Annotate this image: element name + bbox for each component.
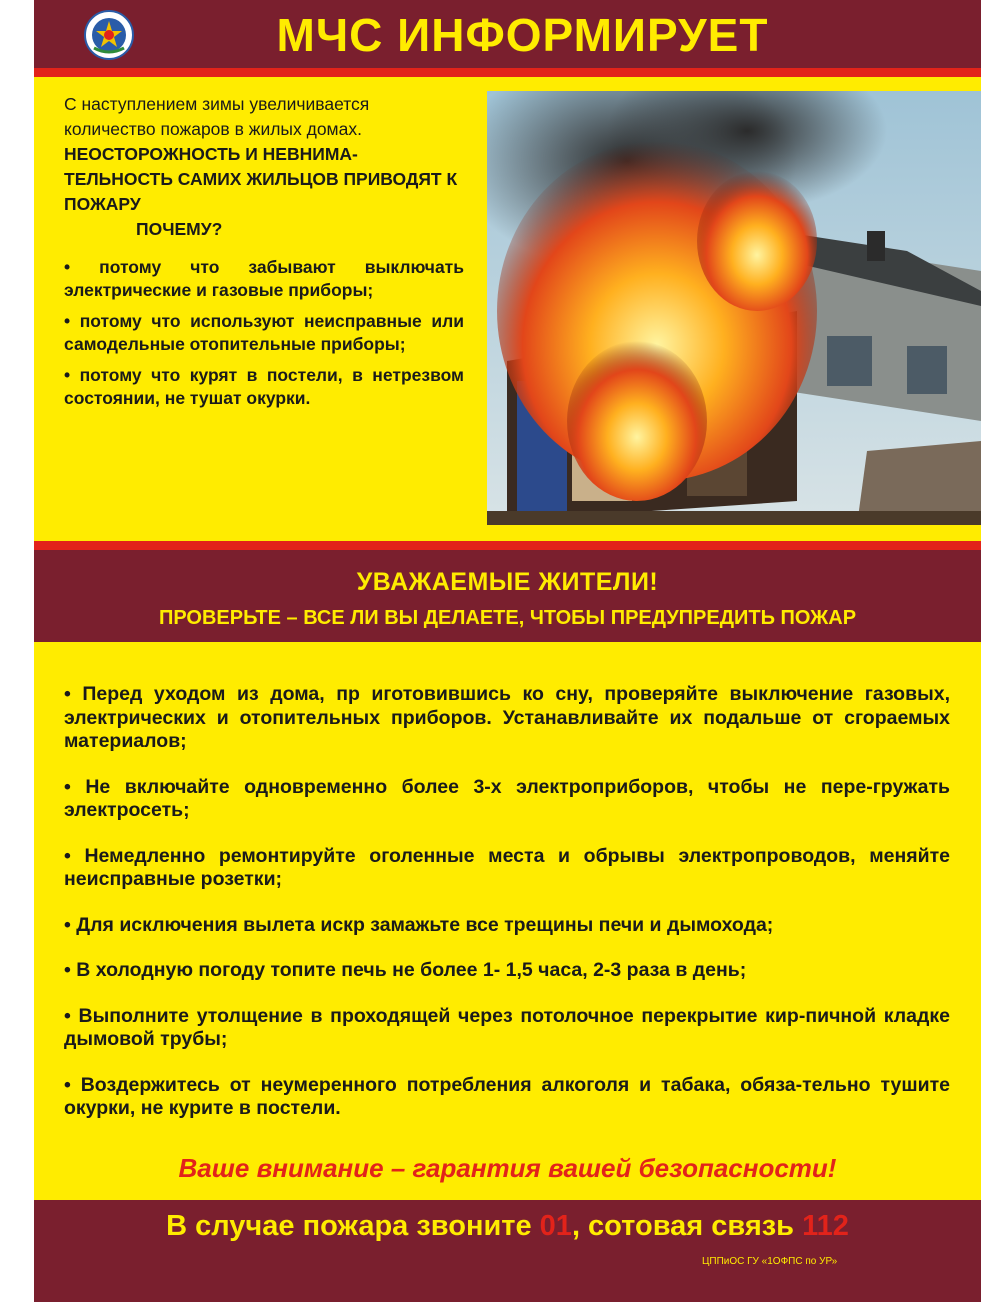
page-title: МЧС ИНФОРМИРУЕТ (276, 9, 769, 61)
header-bar (34, 0, 981, 68)
tip-item: • Не включайте одновременно более 3-х электроприборов, чтобы не пере-гружать электросеть; (64, 775, 950, 821)
footer-bar (34, 1200, 981, 1302)
band-subheading: ПРОВЕРЬТЕ – ВСЕ ЛИ ВЫ ДЕЛАЕТЕ, ЧТОБЫ ПРЕДУПРЕДИТЬ ПОЖАР (158, 607, 857, 629)
red-stripe-middle (34, 541, 981, 550)
publisher-credit: ЦППиОС ГУ «1ОФПС по УР» (702, 1256, 838, 1267)
burning-house-photo (487, 91, 981, 525)
reason-item: • потому что используют неисправные или самодельные отопительные приборы; (64, 311, 464, 354)
tip-item: • Выполните утолщение в проходящей через потолочное перекрытие кир-пичной кладке дымовой трубы; (64, 1004, 950, 1050)
reason-item: • потому что забывают выключать электрические и газовые приборы; (64, 257, 464, 300)
tip-item: • В холодную погоду топите печь не более 1- 1,5 часа, 2-3 раза в день; (64, 959, 747, 981)
tip-item: • Немедленно ремонтируйте оголенные места и обрывы электропроводов, меняйте неисправные розетки; (64, 844, 950, 890)
intro-lead: С наступлением зимы увеличивается количество пожаров в жилых домах. (64, 94, 370, 139)
band-heading: УВАЖАЕМЫЕ ЖИТЕЛИ! (356, 568, 659, 596)
call-middle: , сотовая связь (571, 1210, 803, 1242)
mobile-number: 112 (802, 1210, 849, 1242)
residents-band (34, 550, 981, 642)
tip-item: • Воздержитесь от неумеренного потребления алкоголя и табака, обяза-тельно тушите окурки, не курите в постели. (64, 1073, 950, 1119)
reason-item: • потому что курят в постели, в нетрезвом состоянии, не тушат окурки. (64, 365, 464, 408)
call-prefix: В случае пожара звоните (166, 1210, 540, 1242)
intro-question: ПОЧЕМУ? (136, 219, 223, 239)
intro-block (64, 92, 464, 418)
fire-number: 01 (539, 1210, 572, 1242)
intro-warning: НЕОСТОРОЖНОСТЬ И НЕВНИМА-ТЕЛЬНОСТЬ САМИХ ЖИЛЬЦОВ ПРИВОДЯТ К ПОЖАРУ (64, 144, 458, 214)
safety-slogan: Ваше внимание – гарантия вашей безопасности! (178, 1153, 837, 1183)
red-stripe-top (34, 68, 981, 77)
tips-list (64, 683, 950, 1143)
poster (34, 0, 981, 1302)
tip-item: • Для исключения вылета искр замажьте все трещины печи и дымохода; (64, 913, 774, 936)
tip-item: • Перед уходом из дома, пр иготовившись ко сну, проверяйте выключение газовых, электрических и отопительных приборов. Устанавливайте их подальше от сгораемых материалов; (64, 683, 950, 752)
emergency-call-line (34, 1210, 981, 1243)
